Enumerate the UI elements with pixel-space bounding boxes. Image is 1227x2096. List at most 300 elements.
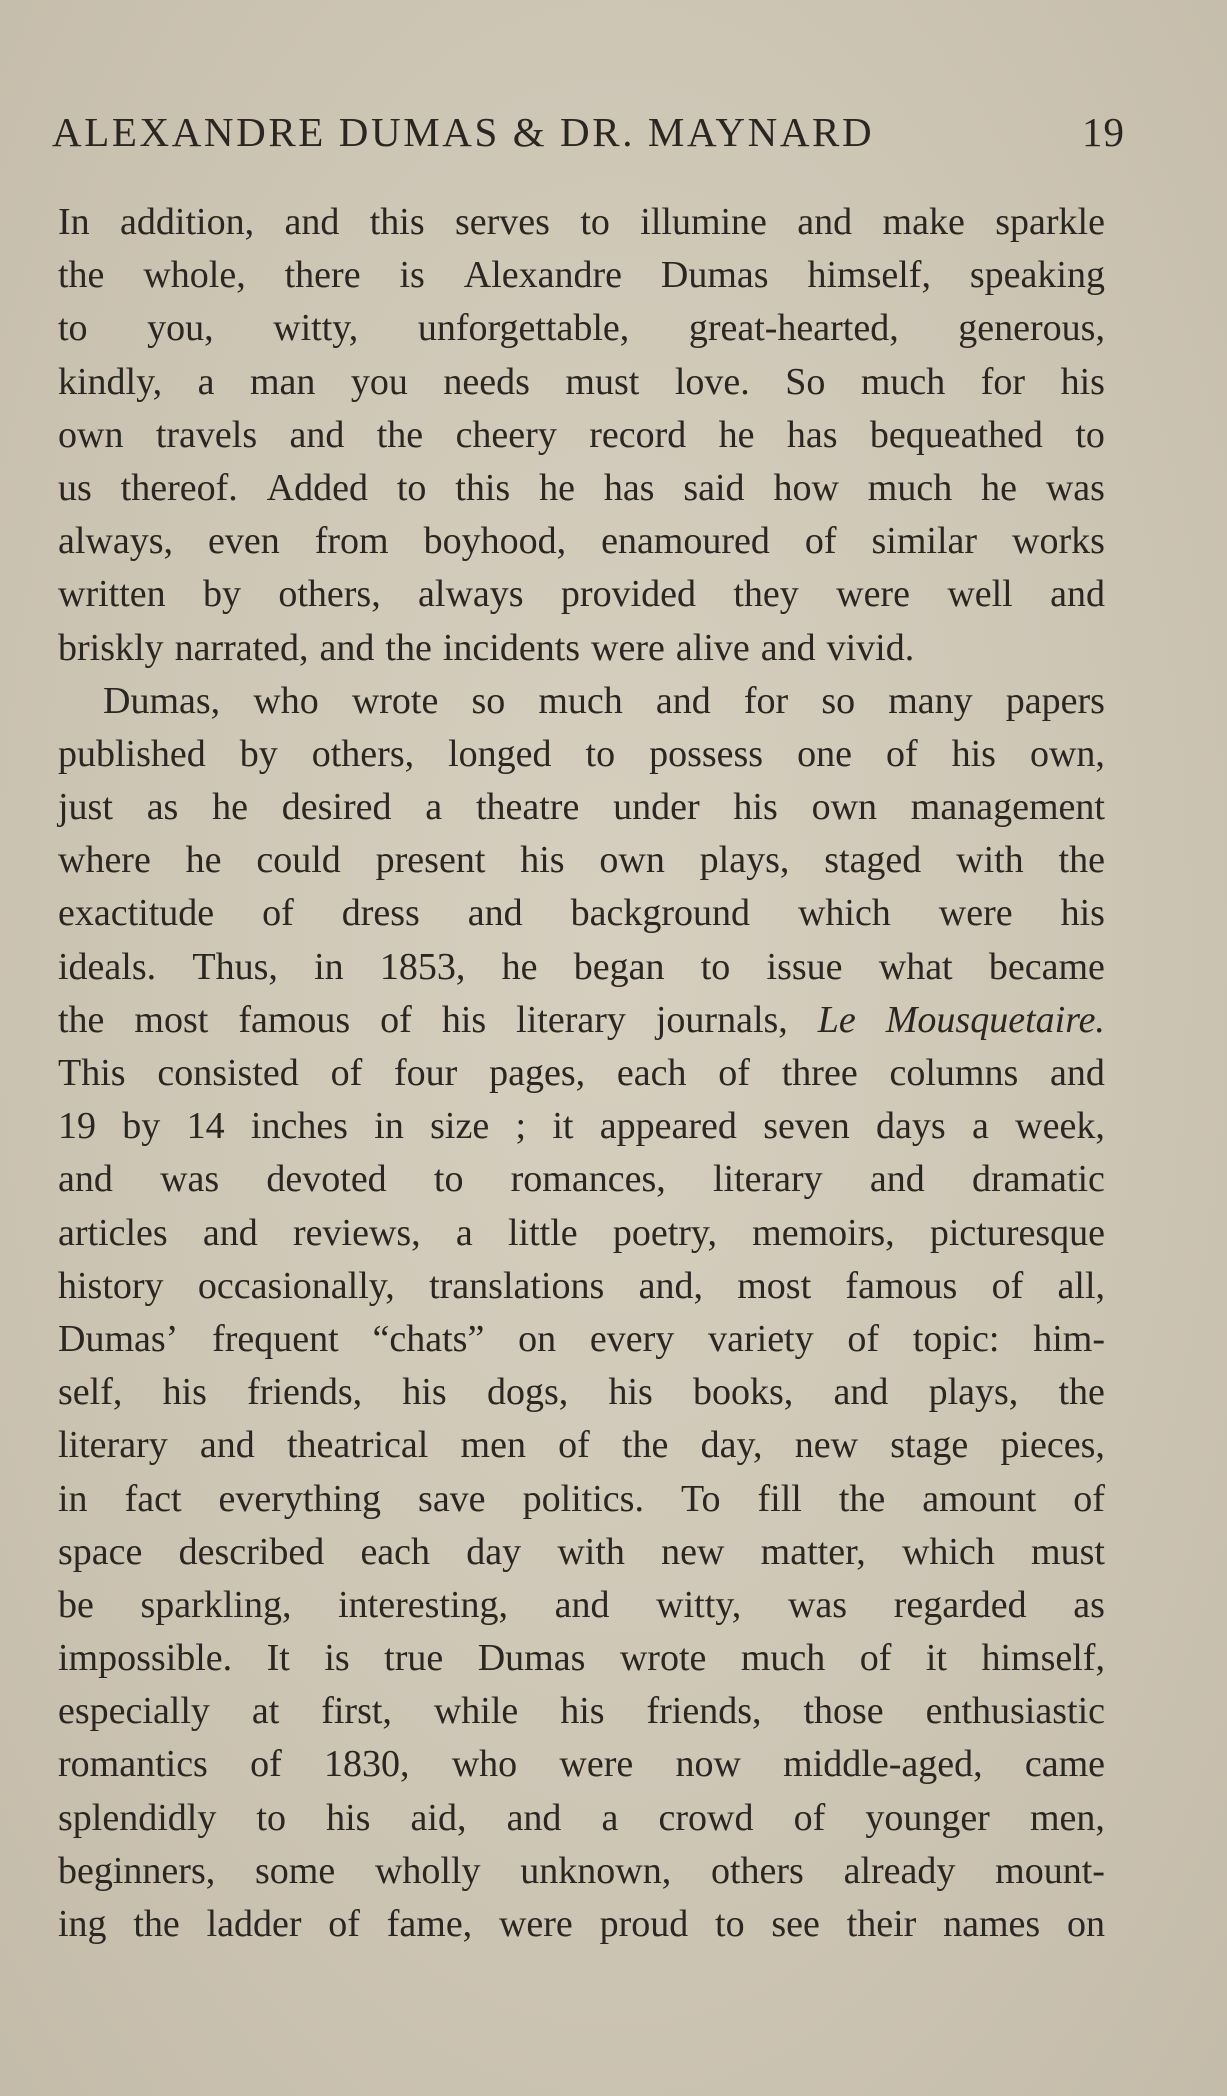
word: of	[885, 732, 918, 775]
text-line	[58, 1526, 1105, 1579]
word: in	[374, 1105, 404, 1148]
word: exactitude	[58, 892, 215, 935]
word: for	[980, 360, 1026, 403]
word: a	[425, 786, 443, 829]
word: speaking	[969, 254, 1105, 297]
text-line	[58, 568, 1105, 621]
word: day	[466, 1530, 522, 1573]
word: and	[869, 1158, 925, 1201]
word: Added	[266, 466, 368, 509]
text-line	[58, 622, 1105, 675]
word: much	[860, 360, 946, 403]
word: self,	[58, 1371, 123, 1414]
word: and	[655, 679, 711, 722]
word: said	[683, 466, 745, 509]
word: travels	[155, 413, 258, 456]
word: in	[314, 945, 344, 988]
word: by	[239, 732, 278, 775]
text-line	[58, 515, 1105, 568]
word: his	[402, 1371, 447, 1414]
text-line	[58, 1898, 1105, 1951]
word: literary	[58, 1424, 168, 1467]
word: were	[559, 1743, 634, 1786]
word: and	[58, 1158, 113, 1201]
text-line	[58, 1632, 1105, 1685]
word: a	[601, 1796, 619, 1839]
word: a	[197, 360, 215, 403]
word: alive	[675, 626, 750, 669]
word: to	[396, 466, 427, 509]
text-line	[58, 675, 1105, 728]
word: men	[460, 1424, 526, 1467]
word: management	[910, 786, 1105, 829]
text-line	[58, 249, 1105, 302]
word: were	[498, 1903, 573, 1945]
word: dramatic	[971, 1158, 1105, 1201]
word: articles	[58, 1211, 168, 1254]
word: variety	[708, 1317, 814, 1360]
word: vivid.	[826, 626, 915, 669]
word: romantics	[58, 1743, 208, 1786]
word: So	[785, 360, 826, 403]
word: to	[1075, 413, 1105, 456]
word: what	[878, 945, 953, 988]
word: came	[1024, 1743, 1105, 1786]
word: was	[1045, 466, 1105, 509]
word: week,	[1015, 1105, 1105, 1148]
word: thereof.	[120, 466, 238, 509]
word: poetry,	[612, 1211, 717, 1254]
word: described	[178, 1530, 325, 1573]
word: he	[212, 786, 248, 829]
word: great-hearted,	[688, 307, 899, 350]
word: books,	[693, 1371, 794, 1414]
word: already	[843, 1849, 956, 1892]
word: present	[375, 839, 486, 882]
word: to	[715, 1903, 745, 1945]
word: appeared	[599, 1105, 737, 1148]
word: bequeathed	[869, 413, 1043, 456]
text-line	[58, 196, 1105, 249]
word: how	[773, 466, 839, 509]
word: cheery	[455, 413, 557, 456]
word: this	[455, 466, 511, 509]
word: whole,	[143, 254, 246, 297]
word: be	[58, 1583, 94, 1626]
word: man	[250, 360, 316, 403]
word: most	[134, 998, 209, 1041]
word: now	[675, 1743, 741, 1786]
word: desired	[281, 786, 392, 829]
word: his	[733, 786, 778, 829]
word: well	[947, 573, 1013, 616]
word: background	[570, 892, 750, 935]
word: and	[797, 201, 853, 243]
word: of	[1073, 1477, 1105, 1520]
word: friends,	[646, 1690, 762, 1733]
word: he	[718, 413, 755, 456]
word: by	[202, 573, 241, 616]
word: new	[661, 1530, 725, 1573]
word: the	[621, 1424, 669, 1467]
word: and	[554, 1583, 610, 1626]
text-line	[58, 1207, 1105, 1260]
word: make	[882, 201, 965, 243]
word: dogs,	[486, 1371, 569, 1414]
word: crowd	[658, 1796, 754, 1839]
text-line	[58, 1579, 1105, 1632]
word: friends,	[247, 1371, 363, 1414]
word: wrote	[351, 679, 439, 722]
word: addition,	[120, 201, 255, 243]
word: must	[1031, 1530, 1105, 1573]
word: always	[418, 573, 524, 616]
word: theatre	[475, 786, 580, 829]
word: which	[901, 1530, 995, 1573]
word: much	[538, 679, 623, 722]
word: of	[558, 1424, 590, 1467]
word: sparkling,	[140, 1583, 292, 1626]
word: must	[565, 360, 640, 403]
word: his	[162, 1371, 207, 1414]
word: there	[284, 254, 361, 297]
word: much	[867, 466, 953, 509]
word: one	[797, 732, 852, 775]
word: kindly,	[58, 360, 163, 403]
word: wrote	[619, 1637, 707, 1680]
text-line	[58, 781, 1105, 834]
word: the	[385, 626, 432, 669]
page-number: 19	[1082, 109, 1125, 155]
word: of	[250, 1743, 282, 1786]
word: younger	[865, 1796, 990, 1839]
word: the	[376, 413, 424, 456]
word: 14	[186, 1105, 225, 1148]
word: of	[793, 1796, 826, 1839]
text-line	[58, 1419, 1105, 1472]
word: 1853,	[379, 945, 466, 988]
word: it	[925, 1637, 947, 1680]
text-line	[58, 1792, 1105, 1845]
word: the	[838, 1477, 886, 1520]
word: aid,	[410, 1796, 467, 1839]
word: all,	[1057, 1264, 1105, 1307]
word: Mousquetaire.	[885, 998, 1105, 1041]
word: day,	[700, 1424, 763, 1467]
word: the	[133, 1903, 180, 1945]
text-line	[58, 1366, 1105, 1419]
word: could	[256, 839, 341, 882]
word: In	[58, 201, 90, 243]
word: under	[613, 786, 700, 829]
word: literary	[712, 1158, 823, 1201]
word: written	[58, 573, 166, 616]
word: fill	[757, 1477, 802, 1520]
word: while	[433, 1690, 519, 1733]
word: himself,	[807, 254, 931, 297]
body-text	[58, 196, 1105, 1951]
word: memoirs,	[752, 1211, 895, 1254]
word: theatrical	[286, 1424, 429, 1467]
word: of	[328, 1903, 360, 1945]
word: first,	[321, 1690, 392, 1733]
word: and	[1050, 573, 1105, 616]
word: each	[360, 1530, 431, 1573]
word: amount	[922, 1477, 1037, 1520]
word: were	[591, 626, 665, 669]
word: consisted	[157, 1052, 299, 1094]
word: always,	[58, 520, 174, 563]
word: serves	[454, 201, 550, 243]
word: his	[560, 1690, 605, 1733]
word: famous	[238, 998, 351, 1041]
word: his	[326, 1796, 371, 1839]
word: papers	[1005, 679, 1105, 722]
word: on	[1066, 1903, 1105, 1945]
word: him-	[1033, 1317, 1105, 1360]
word: fame,	[386, 1903, 473, 1945]
word: for	[743, 679, 789, 722]
word: he	[501, 945, 538, 988]
word: this	[369, 201, 425, 243]
word: of	[718, 1052, 750, 1094]
word: which	[797, 892, 891, 935]
text-line	[58, 887, 1105, 940]
word: own	[811, 786, 878, 829]
word: some	[254, 1849, 336, 1892]
word: even	[208, 520, 280, 563]
word: picturesque	[929, 1211, 1105, 1254]
word: inches	[250, 1105, 348, 1148]
word: to	[433, 1158, 464, 1201]
word: narrated,	[174, 626, 309, 669]
word: with	[956, 839, 1024, 882]
word: to	[58, 307, 88, 350]
word: the	[1058, 1371, 1105, 1414]
word: 1830,	[323, 1743, 410, 1786]
word: and	[289, 413, 345, 456]
word: own	[58, 413, 124, 456]
word: Alexandre	[463, 254, 623, 297]
word: topic:	[912, 1317, 1000, 1360]
word: incidents	[442, 626, 581, 669]
word: ideals.	[58, 945, 157, 988]
word: and	[284, 201, 340, 243]
word: boyhood,	[423, 520, 567, 563]
word: to	[256, 1796, 286, 1839]
word: literary	[516, 998, 626, 1041]
word: his	[520, 839, 565, 882]
word: from	[314, 520, 389, 563]
word: longed	[448, 732, 552, 775]
word: reviews,	[293, 1211, 421, 1254]
word: true	[384, 1637, 444, 1680]
word: a	[971, 1105, 989, 1148]
word: the	[58, 254, 105, 297]
word: where	[58, 839, 151, 882]
word: he	[981, 466, 1017, 509]
word: much	[740, 1637, 826, 1680]
word: his	[1060, 360, 1105, 403]
word: his	[608, 1371, 653, 1414]
word: sparkle	[995, 201, 1105, 243]
word: plays,	[699, 839, 790, 882]
word: others	[710, 1849, 804, 1892]
word: It	[266, 1637, 290, 1680]
word: those	[803, 1690, 884, 1733]
word: witty,	[273, 307, 359, 350]
word: of	[991, 1264, 1024, 1307]
word: Dumas	[477, 1637, 586, 1680]
word: devoted	[266, 1158, 387, 1201]
word: who	[451, 1743, 518, 1786]
word: and	[760, 626, 816, 669]
word: “chats”	[372, 1317, 485, 1360]
word: is	[399, 254, 425, 297]
word: new	[794, 1424, 859, 1467]
word: own,	[1029, 732, 1105, 775]
word: were	[836, 573, 910, 616]
running-head-title: ALEXANDRE DUMAS & DR. MAYNARD	[52, 109, 875, 155]
word: middle-aged,	[783, 1743, 983, 1786]
word: with	[557, 1530, 625, 1573]
word: everything	[218, 1477, 382, 1520]
word: his	[441, 998, 487, 1041]
text-line	[58, 1100, 1105, 1153]
text-line	[58, 1845, 1105, 1898]
word: you,	[147, 307, 214, 350]
word: others,	[278, 573, 381, 616]
word: This	[58, 1052, 126, 1094]
word: the	[1058, 839, 1105, 882]
word: published	[58, 732, 206, 775]
text-line	[58, 356, 1105, 409]
word: Dumas’	[58, 1317, 179, 1360]
word: to	[580, 201, 610, 243]
word: and	[506, 1796, 562, 1839]
word: ;	[515, 1105, 527, 1148]
word: mount-	[995, 1849, 1105, 1892]
text-line	[58, 462, 1105, 515]
word: of	[804, 520, 837, 563]
word: romances,	[510, 1158, 666, 1201]
word: see	[771, 1903, 820, 1945]
word: especially	[58, 1690, 210, 1733]
word: generous,	[958, 307, 1105, 350]
text-line	[58, 941, 1105, 994]
word: size	[430, 1105, 490, 1148]
word: he	[185, 839, 222, 882]
word: Dumas	[660, 254, 769, 297]
word: stage	[890, 1424, 969, 1467]
word: as	[146, 786, 179, 829]
text-line	[58, 1260, 1105, 1313]
word: was	[787, 1583, 848, 1626]
word: has	[786, 413, 838, 456]
text-line	[58, 1153, 1105, 1206]
word: needs	[443, 360, 530, 403]
word: famous	[845, 1264, 958, 1307]
word: regarded	[893, 1583, 1027, 1626]
running-head	[52, 108, 1125, 168]
word: occasionally,	[197, 1264, 395, 1307]
word: four	[394, 1052, 458, 1094]
word: illumine	[640, 201, 767, 243]
word: works	[1012, 520, 1105, 563]
text-line	[58, 409, 1105, 462]
word: of	[262, 892, 294, 935]
word: as	[1073, 1583, 1105, 1626]
word: he	[539, 466, 575, 509]
word: by	[122, 1105, 161, 1148]
word: men,	[1029, 1796, 1105, 1839]
word: most	[737, 1264, 812, 1307]
word: wholly	[374, 1849, 481, 1892]
word: just	[58, 786, 113, 829]
word: to	[700, 945, 731, 988]
word: enthusiastic	[925, 1690, 1105, 1733]
word: possess	[649, 732, 764, 775]
text-line	[58, 728, 1105, 781]
word: proud	[599, 1903, 689, 1945]
text-line	[58, 1313, 1105, 1366]
word: save	[418, 1477, 486, 1520]
word: who	[253, 679, 319, 722]
word: of	[330, 1052, 363, 1094]
word: days	[876, 1105, 946, 1148]
word: his	[951, 732, 996, 775]
word: began	[573, 945, 665, 988]
word: each	[616, 1052, 687, 1094]
word: pages,	[489, 1052, 586, 1094]
text-line	[58, 1473, 1105, 1526]
word: Dumas,	[103, 679, 221, 722]
word: briskly	[58, 626, 164, 669]
word: To	[680, 1477, 721, 1520]
word: seven	[763, 1105, 850, 1148]
word: himself,	[981, 1637, 1105, 1680]
word: and	[833, 1371, 889, 1414]
word: on	[518, 1317, 557, 1360]
word: love.	[674, 360, 750, 403]
word: enamoured	[601, 520, 770, 563]
word: unforgettable,	[417, 307, 630, 350]
word: and	[467, 892, 523, 935]
word: 19	[58, 1105, 96, 1148]
word: a	[455, 1211, 473, 1254]
word: politics.	[522, 1477, 644, 1520]
word: three	[781, 1052, 858, 1094]
word: and	[199, 1424, 255, 1467]
word: splendidly	[58, 1796, 217, 1839]
word: little	[507, 1211, 578, 1254]
word: every	[589, 1317, 675, 1360]
word: his	[1060, 892, 1105, 935]
word: it	[552, 1105, 574, 1148]
word: impossible.	[58, 1637, 233, 1680]
word: Le	[817, 998, 856, 1041]
word: journals,	[655, 998, 788, 1041]
word: many	[888, 679, 973, 722]
text-line	[58, 834, 1105, 887]
text-line	[58, 302, 1105, 355]
word: the	[58, 998, 105, 1041]
word: their	[846, 1903, 917, 1945]
word: ing	[58, 1903, 107, 1945]
word: issue	[766, 945, 843, 988]
word: were	[938, 892, 1013, 935]
word: similar	[871, 520, 978, 563]
